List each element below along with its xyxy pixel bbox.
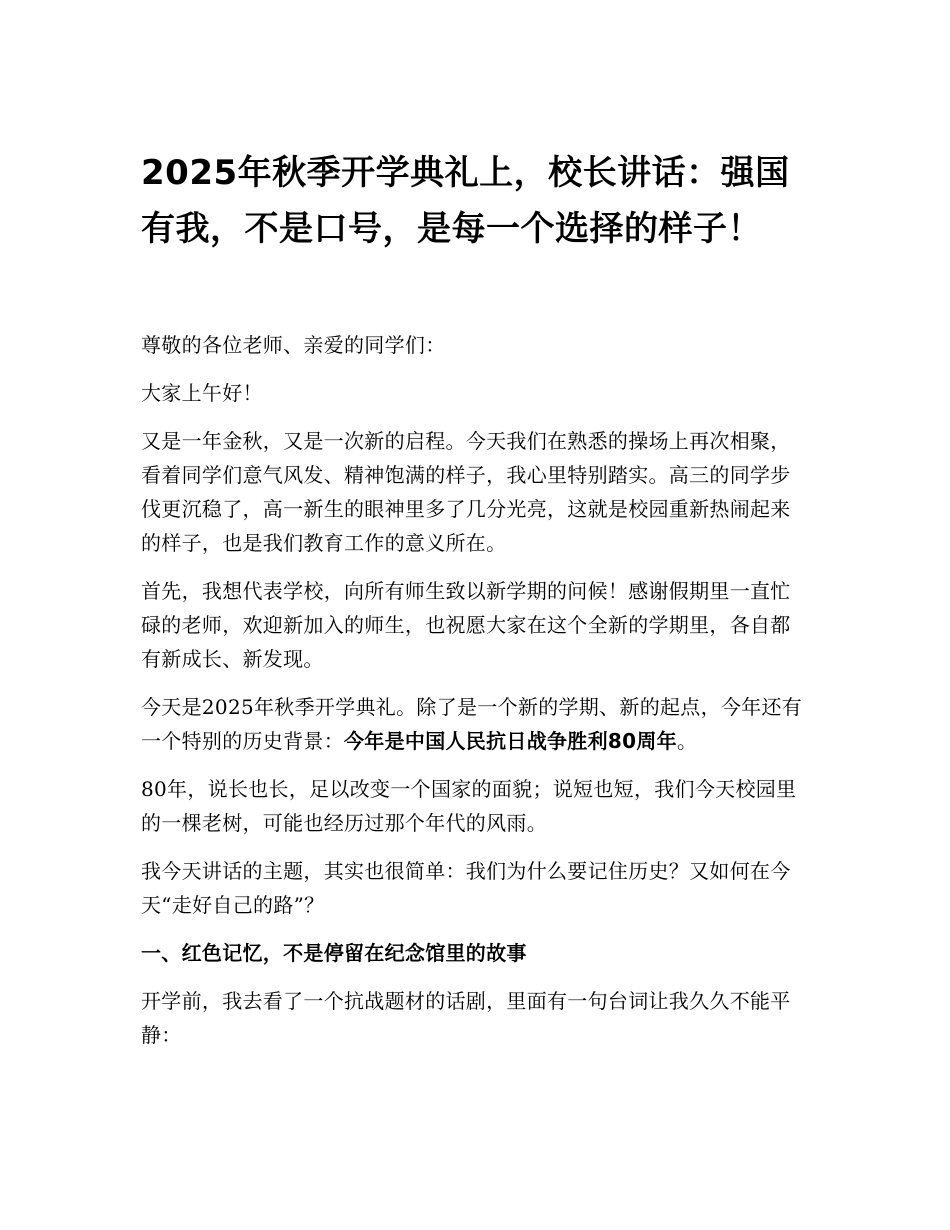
document-body	[141, 328, 806, 1066]
greetings-paragraph: 首先，我想代表学校，向所有师生致以新学期的问候！感谢假期里一直忙碌的老师，欢迎新加入的师生，也祝愿大家在这个全新的学期里，各自都有新成长、新发现。	[141, 579, 791, 671]
document-title: 2025年秋季开学典礼上，校长讲话：强国有我，不是口号，是每一个选择的样子！	[141, 153, 790, 249]
play-paragraph: 开学前，我去看了一个抗战题材的话剧，里面有一句台词让我久久不能平静：	[141, 989, 791, 1047]
greeting-paragraph: 尊敬的各位老师、亲爱的同学们：	[141, 333, 446, 357]
opening-paragraph: 又是一年金秋，又是一次新的启程。今天我们在熟悉的操场上再次相聚，看着同学们意气风发、精神饱满的样子，我心里特别踏实。高三的同学步伐更沉稳了，高一新生的眼神里多了几分光亮，这就是校园重新热闹起来的样子，也是我们教育工作的意义所在。	[141, 429, 791, 555]
theme-paragraph: 我今天讲话的主题，其实也很简单：我们为什么要记住历史？又如何在今天“走好自己的路”？	[141, 859, 791, 917]
anniversary-tail-text: 。	[676, 729, 698, 753]
section-heading-1: 一、红色记忆，不是停留在纪念馆里的故事	[141, 941, 527, 965]
hello-paragraph: 大家上午好！	[141, 381, 263, 405]
anniversary-lead-text: 今天是2025年秋季开学典礼。除了是一个新的学期、新的起点，今年还有一个特别的历史背景：	[141, 695, 803, 753]
anniversary-highlight: 今年是中国人民抗日战争胜利80周年	[344, 729, 677, 753]
eighty-years-paragraph: 80年，说长也长，足以改变一个国家的面貌；说短也短，我们今天校园里的一棵老树，可能也经历过那个年代的风雨。	[141, 777, 797, 835]
anniversary-paragraph	[141, 690, 806, 758]
